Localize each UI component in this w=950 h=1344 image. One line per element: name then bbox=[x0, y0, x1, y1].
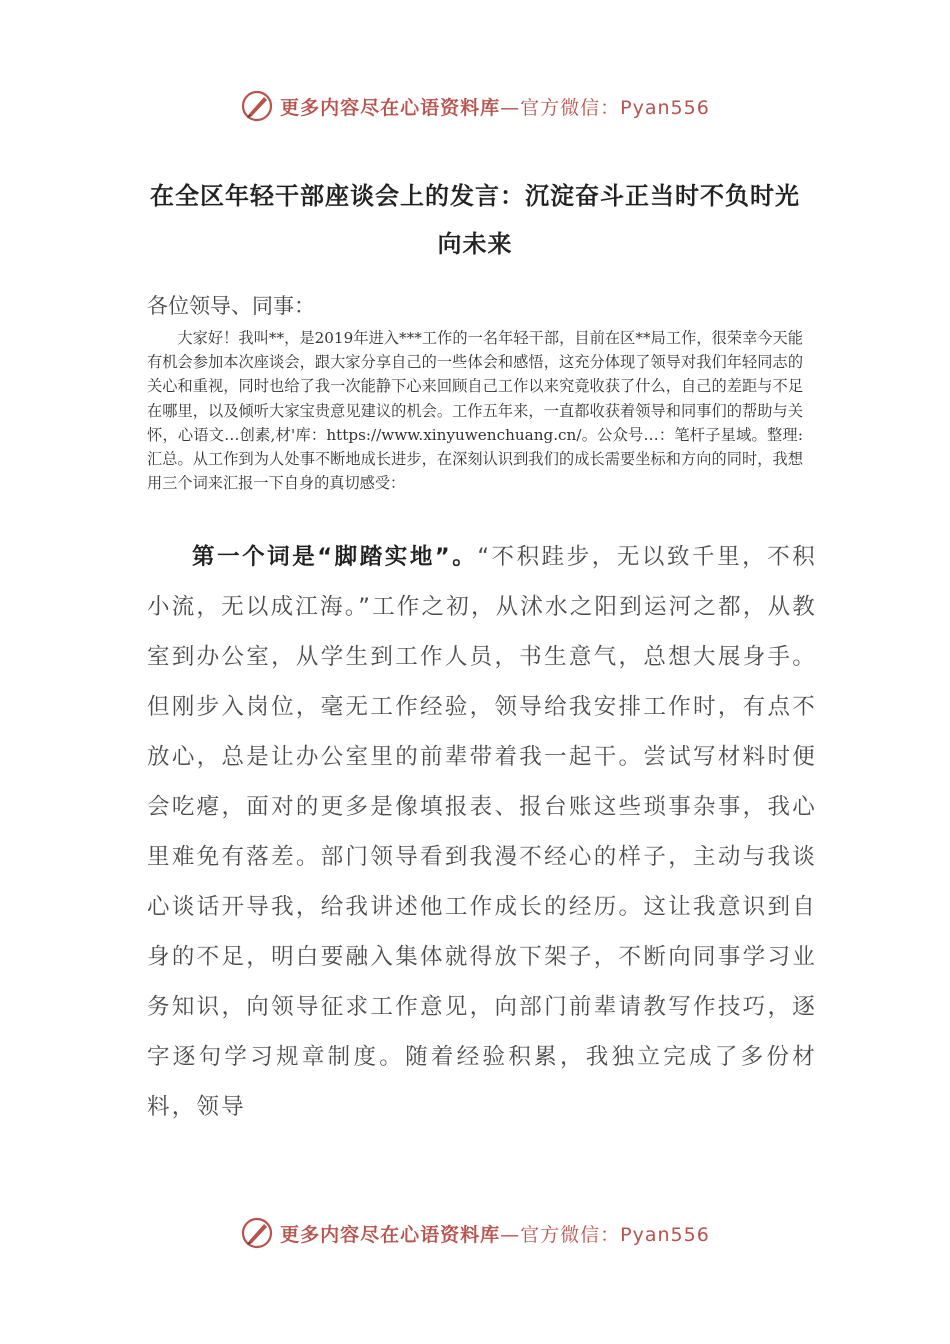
banner-brand: 更多内容尽在心语资料库 bbox=[280, 96, 501, 119]
header-banner bbox=[0, 86, 950, 126]
footer-banner bbox=[0, 1213, 950, 1253]
pen-logo-icon bbox=[240, 89, 274, 123]
banner-brand: 更多内容尽在心语资料库 bbox=[280, 1223, 501, 1246]
section-1-body: “不积跬步，无以致千里，不积小流，无以成江海。”工作之初，从沭水之阳到运河之都，从教室到办公室，从学生到工作人员，书生意气，总想大展身手。但刚步入岗位，毫无工作经验，领导给我安排工作时，有点不放心，总是让办公室里的前辈带着我一起干。尝试写材料时便会吃瘪，面对的更多是像填报表、报台账这些琐事杂事，我心里难免有落差。部门领导看到我漫不经心的样子，主动与我谈心谈话开导我，给我讲述他工作成长的经历。这让我意识到自身的不足，明白要融入集体就得放下架子，不断向同事学习业务知识，向领导征求工作意见，向部门前辈请教写作技巧，逐字逐句学习规章制度。随着经验积累，我独立完成了多份材料，领导 bbox=[147, 544, 817, 1120]
section-1-lead: 第一个词是“脚踏实地”。 bbox=[192, 544, 478, 570]
banner-wechat: —官方微信：Pyan556 bbox=[500, 1223, 710, 1246]
pen-logo-icon bbox=[240, 1216, 274, 1250]
banner-wechat: —官方微信：Pyan556 bbox=[500, 96, 710, 119]
salutation: 各位领导、同事： bbox=[147, 294, 315, 318]
section-1-paragraph bbox=[147, 532, 817, 1132]
intro-paragraph: 大家好！我叫**，是2019年进入***工作的一名年轻干部，目前在区**局工作，很荣幸今天能有机会参加本次座谈会，跟大家分享自己的一些体会和感悟，这充分体现了领导对我们年轻同志的关心和重视，同时也给了我一次能静下心来回顾自己工作以来究竟收获了什么，自己的差距与不足在哪里，以及倾听大家宝贵意见建议的机会。工作五年来，一直都收获着领导和同事们的帮助与关怀，心语文…创素,材'库：https://www.xinyuwenchuang.cn/。公众号…：笔杆子星域。整理:汇总。从工作到为人处事不断地成长进步，在深刻认识到我们的成长需要坐标和方向的同时，我想用三个词来汇报一下自身的真切感受： bbox=[147, 329, 803, 493]
document-title: 在全区年轻干部座谈会上的发言：沉淀奋斗正当时不负时光向未来 bbox=[150, 182, 800, 258]
